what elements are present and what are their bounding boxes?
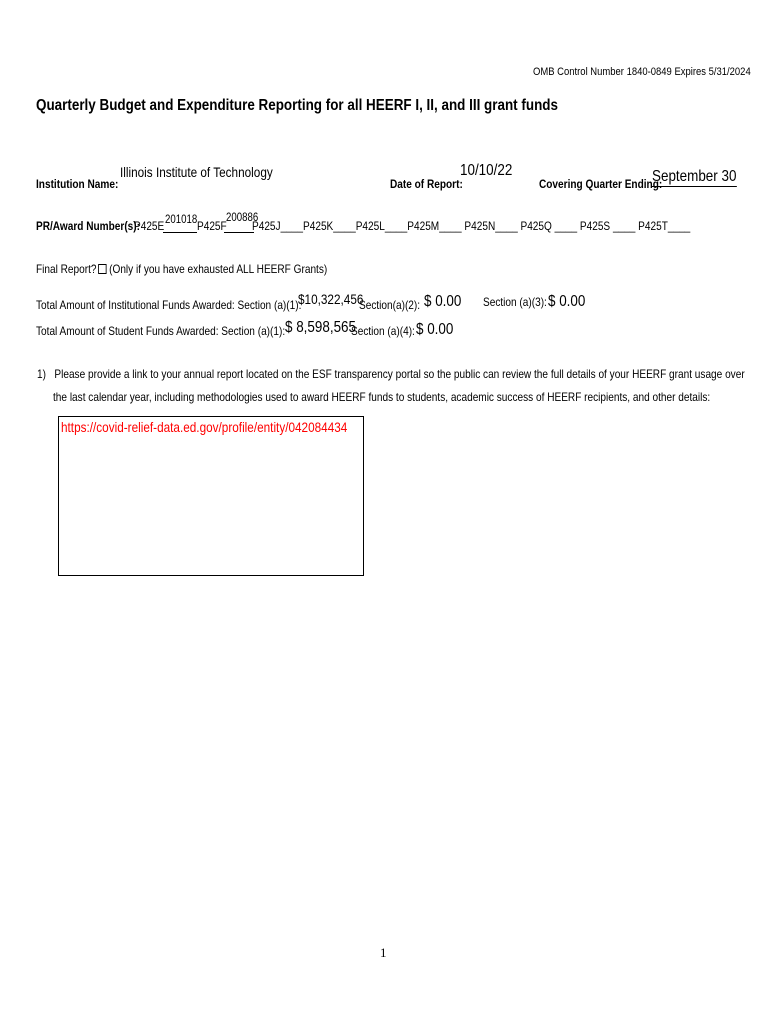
award-others: P425J____P425K____P425L____P425M____ P425N____ P425Q ____ P425S ____ P425T____ [252, 219, 691, 233]
student-a4-value: $ 0.00 [416, 321, 454, 338]
award-p425e: P425E [134, 219, 165, 233]
award-p425e-value: 201018 [165, 214, 198, 226]
institutional-label: Total Amount of Institutional Funds Awarded: Section (a)(1): [36, 298, 302, 312]
award-p425f: P425F [197, 219, 227, 233]
institutional-a2-value: $ 0.00 [424, 293, 462, 310]
institutional-a3-value: $ 0.00 [548, 293, 586, 310]
institutional-a1-value: $10,322,456 [298, 291, 364, 307]
page-number: 1 [380, 945, 387, 960]
award-p425e-line [163, 232, 197, 233]
form-title: Quarterly Budget and Expenditure Reporting for all HEERF I, II, and III grant funds [36, 97, 558, 114]
award-label: PR/Award Number(s): [36, 219, 140, 233]
final-report-row [36, 262, 327, 276]
final-report-note: (Only if you have exhausted ALL HEERF Grants) [109, 262, 328, 276]
student-a1-value: $ 8,598,565 [285, 319, 357, 336]
final-report-label: Final Report? [36, 262, 97, 276]
institutional-a2-label: Section(a)(2): [359, 298, 421, 312]
annual-report-link[interactable]: https://covid-relief-data.ed.gov/profile/entity/042084434 [61, 419, 348, 435]
award-p425f-line [224, 232, 254, 233]
award-p425f-value: 200886 [226, 212, 259, 224]
question-1-line-2: the last calendar year, including methodologies used to award HEERF funds to students, academic success of HEERF recipients, and other details: [53, 390, 711, 404]
date-label: Date of Report: [390, 177, 463, 191]
question-1-text-1: Please provide a link to your annual report located on the ESF transparency portal so the public can review the full details of your HEERF grant usage over [54, 367, 745, 381]
omb-control-number: OMB Control Number 1840-0849 Expires 5/31/2024 [533, 66, 751, 78]
student-a4-label: Section (a)(4): [351, 324, 415, 338]
student-label: Total Amount of Student Funds Awarded: Section (a)(1): [36, 324, 286, 338]
institution-label: Institution Name: [36, 177, 119, 191]
question-1-line-1 [37, 367, 745, 381]
date-value: 10/10/22 [460, 162, 513, 179]
annual-report-link-box[interactable] [58, 416, 364, 576]
question-1-number: 1) [37, 367, 46, 381]
final-report-checkbox[interactable] [98, 264, 106, 274]
quarter-value: September 30 [652, 168, 737, 185]
quarter-label: Covering Quarter Ending: [539, 177, 663, 191]
institution-value: Illinois Institute of Technology [120, 164, 273, 180]
institutional-a3-label: Section (a)(3): [483, 295, 547, 309]
